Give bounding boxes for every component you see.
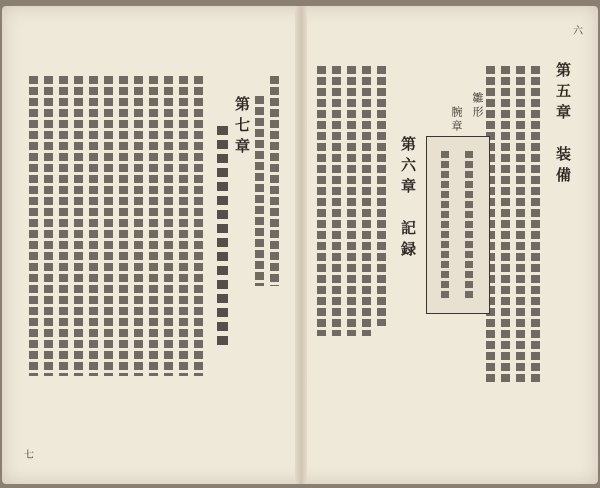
armband-text-line [465,151,473,299]
chapter7-heading: 第七章 [233,96,251,159]
text-column [377,66,386,326]
left-page [2,6,297,484]
page-number-left: 七 [24,450,34,461]
text-column [44,76,53,376]
text-column [347,66,356,336]
page-number-right: 六 [573,26,583,37]
chapter6-heading: 第六章 記録 [399,136,417,262]
chapter7-title-block [213,126,231,346]
text-column [164,76,173,376]
text-column [332,66,341,336]
armband-diagram [426,136,490,314]
label-hinagata: 雛形 [471,92,484,120]
text-column [119,76,128,376]
label-wanshou: 腕章 [450,106,463,134]
armband-text-line [441,151,449,299]
text-column [194,76,203,376]
text-column [149,76,158,376]
book-spread [2,6,598,484]
text-column [516,66,525,384]
text-column [317,66,326,336]
text-column [531,66,540,384]
text-column [104,76,113,376]
right-page [305,6,598,484]
text-column [179,76,188,376]
text-column [59,76,68,376]
text-column [74,76,83,376]
text-column [29,76,38,376]
text-column [89,76,98,376]
text-column [362,66,371,336]
chapter7-title-text [217,126,228,346]
text-column [255,96,264,286]
text-column [501,66,510,384]
chapter5-heading: 第五章 装備 [554,62,572,188]
text-column [134,76,143,376]
text-column [270,76,279,286]
